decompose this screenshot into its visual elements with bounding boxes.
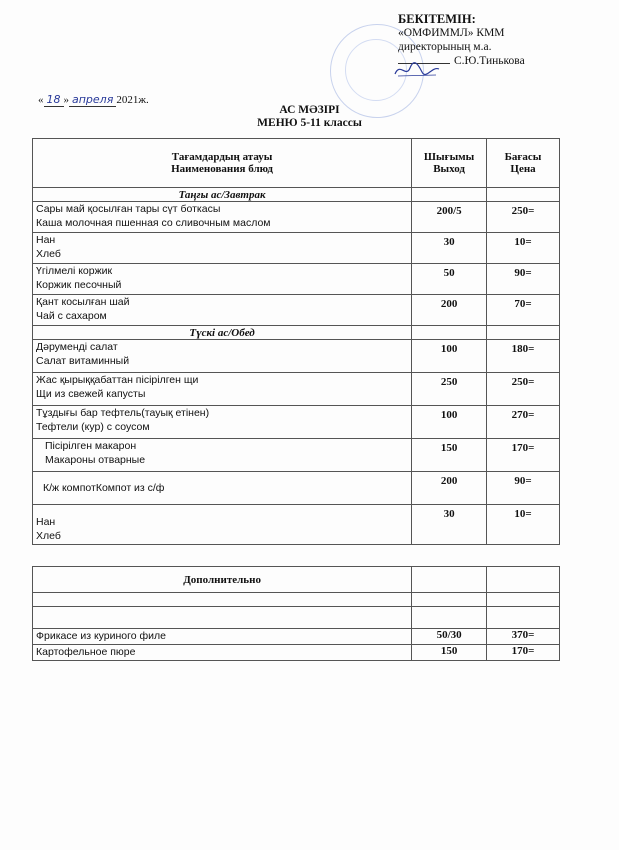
date-close-quote: » [63, 94, 69, 106]
table-row [33, 505, 560, 545]
table-row [33, 406, 560, 439]
breakfast-section-title: Таңғы ас/Завтрак [33, 188, 412, 202]
dish-price: 170= [487, 645, 560, 661]
lunch-rows [33, 340, 560, 545]
dish-name: Фрикасе из куриного филе [33, 629, 412, 645]
dish-output: 30 [412, 505, 487, 545]
dish-price: 10= [487, 233, 560, 264]
date-year: 2021ж. [116, 94, 149, 106]
dish-output: 150 [412, 439, 487, 472]
dish-name: Нан Хлеб [33, 233, 412, 264]
dish-name: Тұздығы бар тефтель(тауық етінен) Тефтели (кур) с соусом [33, 406, 412, 439]
dish-output: 50 [412, 264, 487, 295]
date-open-quote: « [38, 94, 44, 106]
approval-title: БЕКІТЕМІН: [398, 12, 476, 26]
table-row [33, 202, 560, 233]
lunch-section-row [33, 326, 560, 340]
menu-table [32, 138, 560, 545]
dish-name: Қант косылған шай Чай с сахаром [33, 295, 412, 326]
dish-output: 100 [412, 406, 487, 439]
table-row [33, 340, 560, 373]
menu-title-kz: АС МӘЗІРІ [279, 104, 340, 116]
extra-title: Дополнительно [33, 567, 412, 593]
col-name-kz: Тағамдардың атауы [171, 151, 273, 163]
dish-name: Дәруменді салат Салат витаминный [33, 340, 412, 373]
dish-price: 170= [487, 439, 560, 472]
dish-price: 90= [487, 264, 560, 295]
dish-name: Пісірілген макарон Макароны отварные [33, 439, 412, 472]
dish-output: 100 [412, 340, 487, 373]
approval-org: «ОМФИММЛ» КММ [398, 27, 505, 39]
col-name-header [33, 139, 412, 188]
dish-price: 70= [487, 295, 560, 326]
dish-output: 150 [412, 645, 487, 661]
table-row [33, 472, 560, 505]
dish-name: Сары май қосылған тары сүт боткасы Каша молочная пшенная со сливочным маслом [33, 202, 412, 233]
table-row [33, 629, 560, 645]
table-row [33, 264, 560, 295]
table-row [33, 233, 560, 264]
dish-price: 90= [487, 472, 560, 505]
menu-title-ru: МЕНЮ 5-11 классы [257, 117, 362, 129]
dish-name: К/ж компотКомпот из с/ф [33, 472, 412, 505]
extra-header-row [33, 567, 560, 593]
dish-price: 370= [487, 629, 560, 645]
col-price-header [487, 139, 560, 188]
col-out-header [412, 139, 487, 188]
col-out-kz: Шығымы [423, 151, 475, 163]
lunch-section-title: Түскі ас/Обед [33, 326, 412, 340]
dish-name: Үгілмелі коржик Коржик песочный [33, 264, 412, 295]
breakfast-section-row [33, 188, 560, 202]
col-name-ru: Наименования блюд [171, 163, 273, 175]
table-row [33, 373, 560, 406]
dish-output: 200 [412, 295, 487, 326]
table-row [33, 295, 560, 326]
extra-table [32, 566, 560, 661]
table-row [33, 439, 560, 472]
approval-role: директорының м.а. [398, 41, 492, 53]
empty-row [33, 593, 560, 607]
dish-name: Жас қырыққабаттан пісірілген щи Щи из свежей капусты [33, 373, 412, 406]
dish-output: 200/5 [412, 202, 487, 233]
approval-name: С.Ю.Тинькова [454, 55, 525, 67]
breakfast-rows [33, 202, 560, 326]
dish-price: 270= [487, 406, 560, 439]
dish-price: 250= [487, 373, 560, 406]
col-out-ru: Выход [433, 163, 465, 175]
dish-price: 180= [487, 340, 560, 373]
signature-scribble [392, 60, 442, 80]
dish-output: 50/30 [412, 629, 487, 645]
menu-header-row [33, 139, 560, 188]
col-price-ru: Цена [510, 163, 536, 175]
dish-price: 250= [487, 202, 560, 233]
col-price-kz: Бағасы [504, 151, 542, 163]
dish-output: 30 [412, 233, 487, 264]
dish-output: 250 [412, 373, 487, 406]
empty-row [33, 607, 560, 629]
dish-output: 200 [412, 472, 487, 505]
date-day: 18 [44, 93, 64, 107]
dish-name: Нан Хлеб [33, 505, 412, 545]
dish-name: Картофельное пюре [33, 645, 412, 661]
table-row [33, 645, 560, 661]
date-month: апреля [69, 93, 116, 107]
dish-price: 10= [487, 505, 560, 545]
